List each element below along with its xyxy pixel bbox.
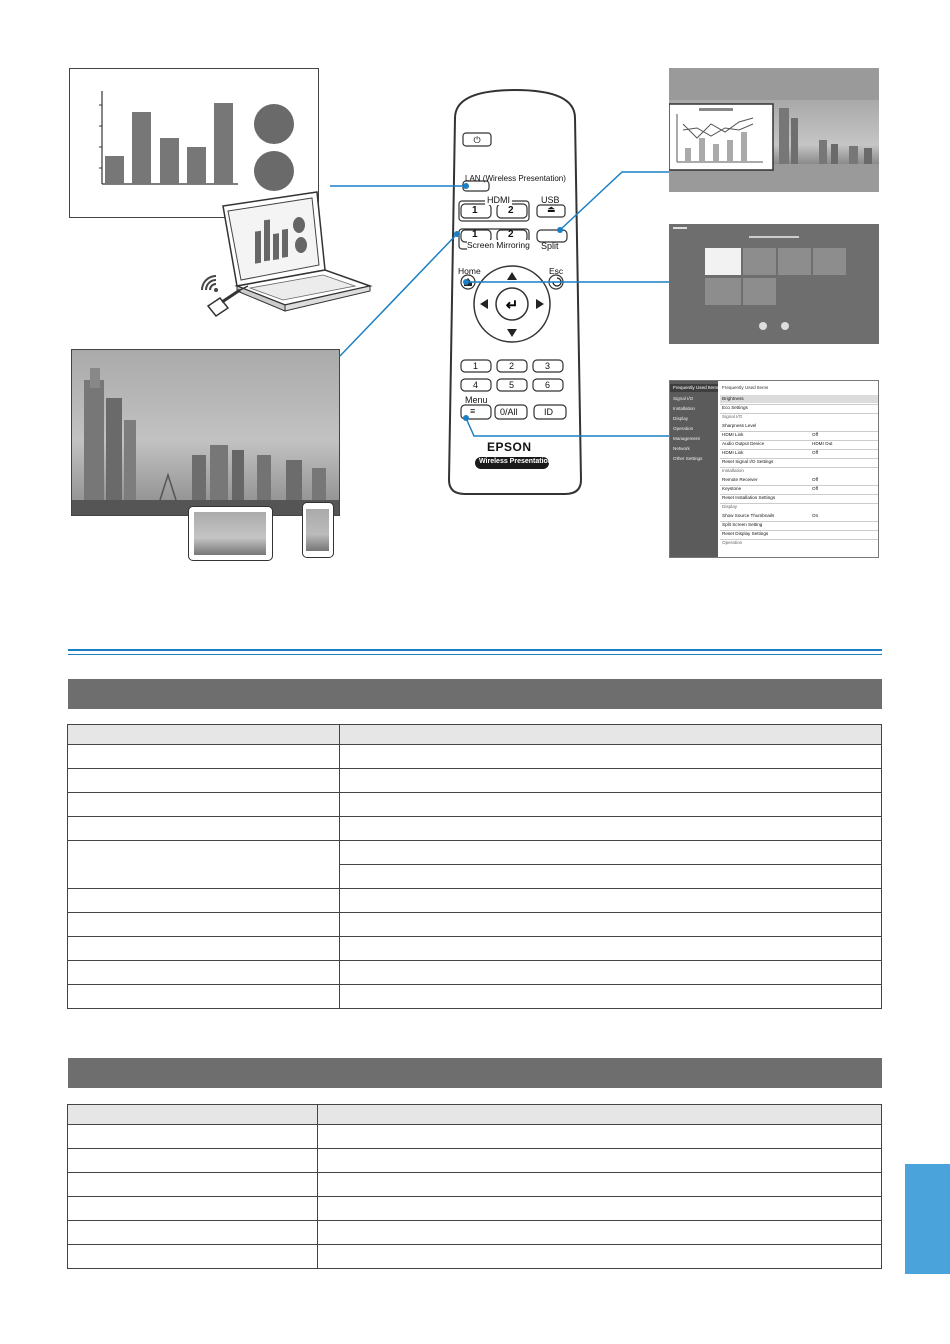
table-cell bbox=[68, 913, 340, 937]
usb-button[interactable]: ⏏ bbox=[547, 204, 556, 214]
section-divider bbox=[68, 649, 882, 651]
menu-item-signal-io[interactable]: Signal I/O bbox=[673, 396, 694, 401]
table-cell bbox=[318, 1125, 882, 1149]
table-cell bbox=[68, 961, 340, 985]
num-key-1[interactable]: 1 bbox=[473, 361, 479, 371]
menu-row[interactable]: Reset Installation Settings bbox=[720, 494, 878, 504]
epson-logo: EPSON bbox=[487, 440, 532, 454]
esc-label: Esc bbox=[549, 266, 564, 276]
svg-text:↵: ↵ bbox=[505, 297, 519, 314]
svg-text:⏻: ⏻ bbox=[473, 135, 481, 145]
table-cell bbox=[68, 1197, 318, 1221]
lan-label: LAN (Wireless Presentation) bbox=[465, 174, 566, 183]
section-bar-1 bbox=[68, 679, 882, 709]
hdmi-1-button[interactable]: 1 bbox=[472, 205, 478, 216]
table-cell bbox=[340, 841, 882, 865]
spec-table-2 bbox=[67, 1104, 882, 1269]
menu-row[interactable]: Remote Receiver Off bbox=[720, 476, 878, 486]
chapter-tab[interactable] bbox=[905, 1164, 950, 1274]
hdmi-label: HDMI bbox=[487, 195, 510, 205]
table-row bbox=[68, 1221, 882, 1245]
table-cell bbox=[340, 937, 882, 961]
menu-section-header: Installation bbox=[722, 468, 744, 473]
table-cell bbox=[68, 1125, 318, 1149]
id-button[interactable]: ID bbox=[544, 407, 553, 417]
table-header-cell bbox=[68, 1105, 318, 1125]
table-cell bbox=[68, 769, 340, 793]
usb-label: USB bbox=[541, 195, 560, 205]
table-row bbox=[68, 961, 882, 985]
hdmi-2-button[interactable]: 2 bbox=[508, 205, 514, 216]
mirroring-2-button[interactable]: 2 bbox=[508, 229, 514, 240]
menu-row[interactable]: HDMI Link Off bbox=[720, 431, 878, 441]
table-cell bbox=[68, 889, 340, 913]
menu-item-other-settings[interactable]: Other Settings bbox=[673, 456, 703, 461]
menu-panel-title: Frequently Used Items bbox=[722, 385, 769, 390]
home-label: Home bbox=[458, 266, 481, 276]
menu-item-management[interactable]: Management bbox=[673, 436, 700, 441]
menu-label: Menu bbox=[465, 395, 488, 405]
table-cell bbox=[68, 985, 340, 1009]
projector-menu-preview bbox=[669, 380, 879, 558]
wireless-presentation-badge: Wireless Presentation bbox=[479, 458, 553, 465]
table-cell bbox=[340, 745, 882, 769]
menu-item-network[interactable]: Network bbox=[673, 446, 690, 451]
spec-table-1 bbox=[67, 724, 882, 1009]
table-row bbox=[68, 913, 882, 937]
table-header-cell bbox=[68, 725, 340, 745]
table-row bbox=[68, 841, 882, 865]
table-cell bbox=[68, 1245, 318, 1269]
table-cell bbox=[340, 865, 882, 889]
menu-section-header: Operation bbox=[722, 540, 743, 545]
section-bar-2 bbox=[68, 1058, 882, 1088]
menu-item-operation[interactable]: Operation bbox=[673, 426, 694, 431]
table-row bbox=[68, 793, 882, 817]
num-key-6[interactable]: 6 bbox=[545, 380, 551, 390]
menu-row[interactable]: Show Source Thumbnails On bbox=[720, 512, 878, 522]
menu-section-header: Display bbox=[722, 504, 738, 509]
table-header-cell bbox=[318, 1105, 882, 1125]
menu-row[interactable]: Brightness bbox=[720, 395, 878, 405]
table-cell bbox=[68, 817, 340, 841]
table-row bbox=[68, 817, 882, 841]
menu-item-frequently-used[interactable]: Frequently Used Items bbox=[673, 385, 720, 390]
table-header-row bbox=[68, 1105, 882, 1125]
table-cell bbox=[318, 1197, 882, 1221]
menu-row[interactable]: Sharpness Level bbox=[720, 422, 878, 432]
table-cell bbox=[340, 889, 882, 913]
table-cell bbox=[68, 745, 340, 769]
menu-item-display[interactable]: Display bbox=[673, 416, 689, 421]
num-key-4[interactable]: 4 bbox=[473, 380, 479, 390]
menu-row[interactable]: Keystone Off bbox=[720, 485, 878, 495]
table-header-row bbox=[68, 725, 882, 745]
table-row bbox=[68, 1197, 882, 1221]
table-row bbox=[68, 889, 882, 913]
menu-row[interactable]: HDMI Link Off bbox=[720, 449, 878, 459]
section-divider-thin bbox=[68, 654, 882, 655]
table-row bbox=[68, 1245, 882, 1269]
num-key-5[interactable]: 5 bbox=[509, 380, 515, 390]
menu-row[interactable]: Audio Output Device HDMI Out bbox=[720, 440, 878, 450]
table-row bbox=[68, 1125, 882, 1149]
table-cell bbox=[318, 1221, 882, 1245]
table-cell bbox=[68, 1173, 318, 1197]
num-key-3[interactable]: 3 bbox=[545, 361, 551, 371]
table-cell bbox=[68, 1221, 318, 1245]
menu-button[interactable]: ≡ bbox=[470, 406, 476, 416]
table-cell bbox=[68, 1149, 318, 1173]
table-row bbox=[68, 985, 882, 1009]
table-cell bbox=[68, 937, 340, 961]
table-cell bbox=[68, 793, 340, 817]
table-cell bbox=[318, 1173, 882, 1197]
table-cell bbox=[340, 961, 882, 985]
table-cell bbox=[340, 769, 882, 793]
split-label: Split bbox=[541, 241, 559, 251]
menu-row[interactable]: Split Screen Setting bbox=[720, 521, 878, 531]
table-cell bbox=[340, 913, 882, 937]
menu-section-header: Signal I/O bbox=[722, 414, 743, 419]
table-row bbox=[68, 1173, 882, 1197]
table-cell bbox=[318, 1245, 882, 1269]
split-screen-preview bbox=[669, 68, 879, 192]
num-key-2[interactable]: 2 bbox=[509, 361, 515, 371]
table-header-cell bbox=[340, 725, 882, 745]
menu-row[interactable]: Eco Settings bbox=[720, 404, 878, 414]
table-row bbox=[68, 937, 882, 961]
menu-item-installation[interactable]: Installation bbox=[673, 406, 695, 411]
table-cell bbox=[340, 985, 882, 1009]
table-cell bbox=[340, 793, 882, 817]
all-button[interactable]: 0/All bbox=[500, 407, 518, 417]
table-row bbox=[68, 745, 882, 769]
table-cell bbox=[68, 841, 340, 889]
menu-row[interactable]: Reset Signal I/O Settings bbox=[720, 458, 878, 468]
table-cell bbox=[340, 817, 882, 841]
table-cell bbox=[318, 1149, 882, 1173]
table-row bbox=[68, 1149, 882, 1173]
home-screen-preview bbox=[669, 224, 879, 344]
table-row bbox=[68, 769, 882, 793]
screen-mirroring-label: Screen Mirroring bbox=[467, 240, 530, 250]
mirroring-1-button[interactable]: 1 bbox=[472, 229, 478, 240]
menu-row[interactable]: Reset Display Settings bbox=[720, 530, 878, 540]
